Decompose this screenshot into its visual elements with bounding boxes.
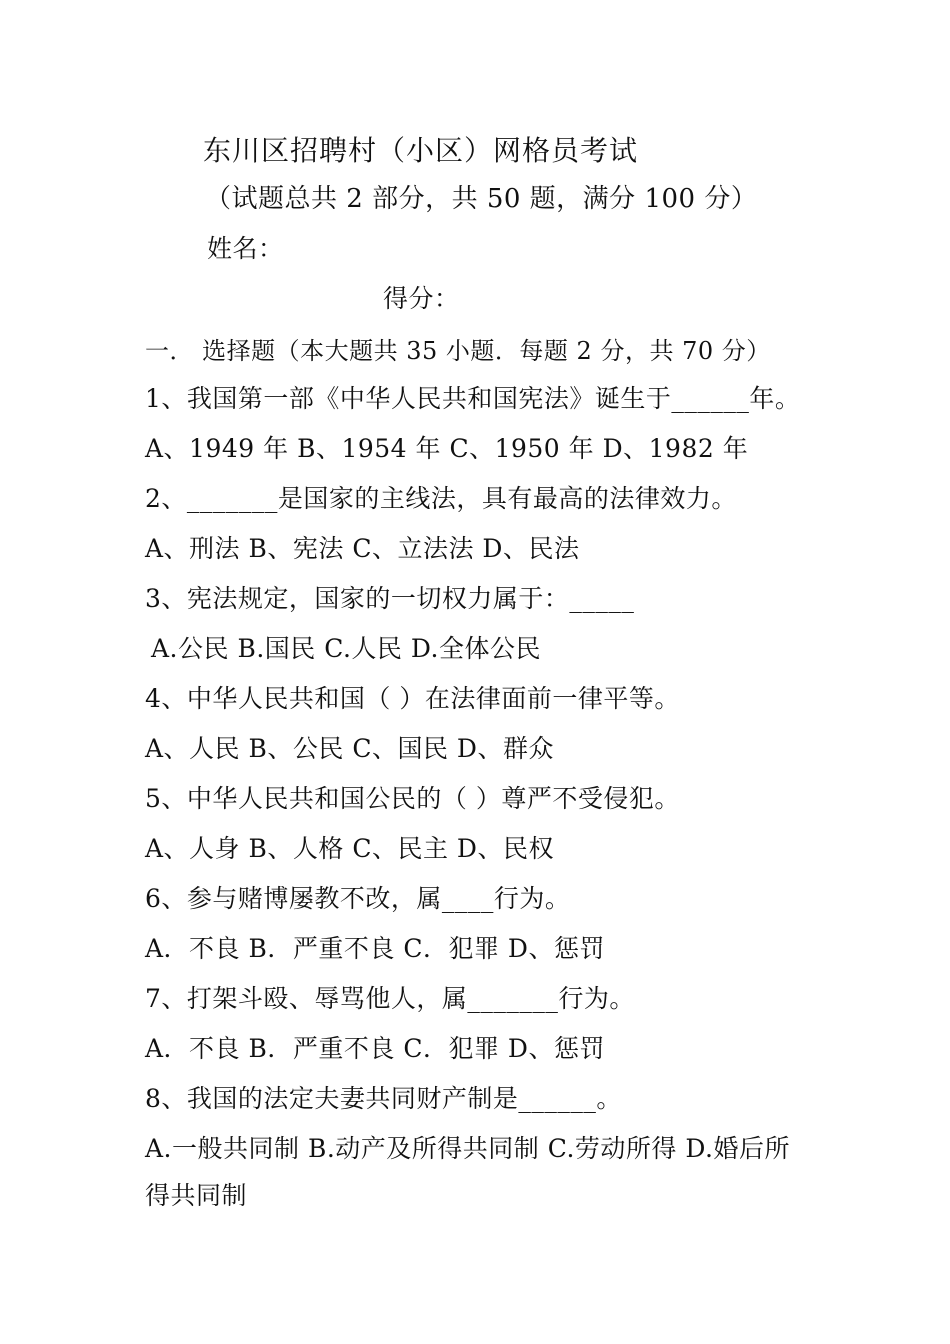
question-5: 5、中华人民共和国公民的（ ）尊严不受侵犯。 xyxy=(145,784,680,813)
section-heading: 一． 选择题（本大题共 35 小题．每题 2 分，共 70 分） xyxy=(145,337,771,365)
options-6: A．不良 B．严重不良 C．犯罪 D、惩罚 xyxy=(145,934,605,963)
options-8-continued: 得共同制 xyxy=(145,1181,248,1210)
options-7: A．不良 B．严重不良 C．犯罪 D、惩罚 xyxy=(145,1034,605,1063)
options-8: A.一般共同制 B.动产及所得共同制 C.劳动所得 D.婚后所 xyxy=(145,1134,790,1163)
exam-subtitle: （试题总共 2 部分，共 50 题，满分 100 分） xyxy=(205,184,758,214)
options-2: A、刑法 B、宪法 C、立法法 D、民法 xyxy=(145,534,580,563)
options-1: A、1949 年 B、1954 年 C、1950 年 D、1982 年 xyxy=(145,434,749,463)
options-5: A、人身 B、人格 C、民主 D、民权 xyxy=(145,834,554,863)
question-1: 1、我国第一部《中华人民共和国宪法》诞生于______年。 xyxy=(145,384,801,413)
question-7: 7、打架斗殴、辱骂他人，属_______行为。 xyxy=(145,984,635,1013)
question-8: 8、我国的法定夫妻共同财产制是______。 xyxy=(145,1084,622,1113)
question-3: 3、宪法规定，国家的一切权力属于：_____ xyxy=(145,584,635,613)
exam-title: 东川区招聘村（小区）网格员考试 xyxy=(203,134,639,167)
options-3: A.公民 B.国民 C.人民 D.全体公民 xyxy=(151,634,541,663)
question-6: 6、参与赌博屡教不改，属____行为。 xyxy=(145,884,571,913)
name-label: 姓名： xyxy=(207,234,284,263)
score-label: 得分： xyxy=(383,284,460,313)
options-4: A、人民 B、公民 C、国民 D、群众 xyxy=(145,734,554,763)
question-4: 4、中华人民共和国（ ）在法律面前一律平等。 xyxy=(145,684,680,713)
question-2: 2、_______是国家的主线法，具有最高的法律效力。 xyxy=(145,484,737,513)
